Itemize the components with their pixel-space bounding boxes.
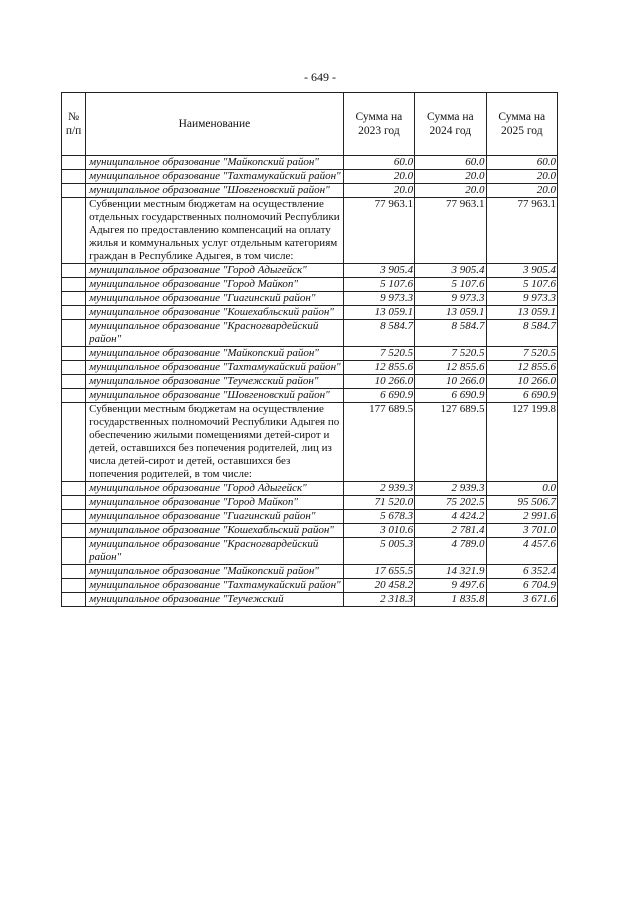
cell-2023: 60.0 [343,156,414,170]
header-2025: Сумма на 2025 год [486,93,557,156]
table-row [62,389,558,403]
cell-2024: 14 321.9 [415,565,486,579]
cell-name: муниципальное образование "Гиагинский район" [86,510,344,524]
cell-2023: 2 318.3 [343,593,414,607]
cell-2024: 13 059.1 [415,306,486,320]
table-row [62,292,558,306]
cell-2025: 13 059.1 [486,306,557,320]
cell-2023: 3 905.4 [343,264,414,278]
table-row [62,198,558,264]
cell-num [62,170,86,184]
table-row [62,184,558,198]
cell-num [62,264,86,278]
cell-2025: 95 506.7 [486,496,557,510]
cell-2024: 20.0 [415,184,486,198]
cell-2025: 8 584.7 [486,320,557,347]
cell-name: муниципальное образование "Город Адыгейск" [86,482,344,496]
cell-2023: 5 005.3 [343,538,414,565]
header-num: № п/п [62,93,86,156]
cell-name: муниципальное образование "Теучежский [86,593,344,607]
cell-num [62,306,86,320]
cell-name: муниципальное образование "Майкопский район" [86,156,344,170]
cell-2024: 12 855.6 [415,361,486,375]
cell-2024: 20.0 [415,170,486,184]
cell-2024: 9 973.3 [415,292,486,306]
cell-2025: 4 457.6 [486,538,557,565]
cell-2025: 5 107.6 [486,278,557,292]
cell-num [62,198,86,264]
cell-name: муниципальное образование "Тахтамукайский район" [86,361,344,375]
cell-name: муниципальное образование "Кошехабльский район" [86,524,344,538]
cell-2023: 71 520.0 [343,496,414,510]
table-row [62,156,558,170]
table-row [62,565,558,579]
cell-2023: 9 973.3 [343,292,414,306]
table-row [62,347,558,361]
table-row [62,306,558,320]
table-row [62,403,558,482]
cell-num [62,579,86,593]
cell-2025: 7 520.5 [486,347,557,361]
cell-2025: 0.0 [486,482,557,496]
cell-2025: 9 973.3 [486,292,557,306]
cell-name: муниципальное образование "Шовгеновский район" [86,184,344,198]
cell-name: муниципальное образование "Красногвардейский район" [86,538,344,565]
cell-2025: 3 905.4 [486,264,557,278]
cell-2025: 77 963.1 [486,198,557,264]
header-name: Наименование [86,93,344,156]
cell-name: муниципальное образование "Тахтамукайский район" [86,170,344,184]
table-row [62,170,558,184]
cell-2024: 3 905.4 [415,264,486,278]
cell-2023: 5 107.6 [343,278,414,292]
cell-num [62,292,86,306]
cell-name: Субвенции местным бюджетам на осуществление отдельных государственных полномочий Республики Адыгея по предоставлению компенсаций на оплату жилья и коммунальных услуг отдельным категориям граждан в Республике Адыгея, в том числе: [86,198,344,264]
cell-num [62,496,86,510]
cell-num [62,320,86,347]
cell-2023: 17 655.5 [343,565,414,579]
cell-name: муниципальное образование "Теучежский район" [86,375,344,389]
cell-2023: 20.0 [343,184,414,198]
table-body [62,156,558,607]
page-number: - 649 - [304,70,336,84]
cell-name: Субвенции местным бюджетам на осуществление государственных полномочий Республики Адыгея по обеспечению жилыми помещениями детей-сирот и детей, оставшихся без попечения родителей, лиц из числа детей-сирот и детей, оставшихся без попечения родителей, в том числе: [86,403,344,482]
cell-num [62,375,86,389]
cell-name: муниципальное образование "Город Адыгейск" [86,264,344,278]
cell-2025: 3 701.0 [486,524,557,538]
cell-2023: 6 690.9 [343,389,414,403]
cell-2023: 8 584.7 [343,320,414,347]
cell-2025: 10 266.0 [486,375,557,389]
cell-num [62,524,86,538]
cell-2023: 5 678.3 [343,510,414,524]
cell-num [62,593,86,607]
cell-name: муниципальное образование "Тахтамукайский район" [86,579,344,593]
cell-2025: 20.0 [486,184,557,198]
cell-2025: 6 690.9 [486,389,557,403]
cell-num [62,156,86,170]
cell-num [62,278,86,292]
table-row [62,278,558,292]
cell-name: муниципальное образование "Шовгеновский район" [86,389,344,403]
cell-2023: 3 010.6 [343,524,414,538]
cell-num [62,184,86,198]
table-row [62,538,558,565]
cell-2024: 9 497.6 [415,579,486,593]
table-row [62,593,558,607]
cell-2024: 5 107.6 [415,278,486,292]
cell-2024: 60.0 [415,156,486,170]
cell-2025: 6 352.4 [486,565,557,579]
cell-2024: 77 963.1 [415,198,486,264]
cell-2024: 127 689.5 [415,403,486,482]
table-row [62,496,558,510]
cell-name: муниципальное образование "Красногвардейский район" [86,320,344,347]
table-row [62,524,558,538]
cell-2024: 75 202.5 [415,496,486,510]
header-2023: Сумма на 2023 год [343,93,414,156]
cell-2025: 12 855.6 [486,361,557,375]
cell-2025: 6 704.9 [486,579,557,593]
cell-name: муниципальное образование "Город Майкоп" [86,496,344,510]
cell-num [62,361,86,375]
table-row [62,375,558,389]
cell-2023: 12 855.6 [343,361,414,375]
budget-table [61,92,558,607]
cell-2024: 2 939.3 [415,482,486,496]
cell-2025: 20.0 [486,170,557,184]
cell-name: муниципальное образование "Майкопский район" [86,347,344,361]
cell-num [62,538,86,565]
cell-2023: 20.0 [343,170,414,184]
cell-2024: 8 584.7 [415,320,486,347]
table-row [62,579,558,593]
cell-num [62,389,86,403]
cell-name: муниципальное образование "Майкопский район" [86,565,344,579]
cell-name: муниципальное образование "Кошехабльский район" [86,306,344,320]
cell-2023: 10 266.0 [343,375,414,389]
table-row [62,320,558,347]
cell-2023: 77 963.1 [343,198,414,264]
cell-2025: 60.0 [486,156,557,170]
cell-name: муниципальное образование "Город Майкоп" [86,278,344,292]
cell-2025: 127 199.8 [486,403,557,482]
cell-num [62,482,86,496]
cell-2023: 7 520.5 [343,347,414,361]
cell-2024: 6 690.9 [415,389,486,403]
cell-num [62,565,86,579]
cell-2024: 7 520.5 [415,347,486,361]
table-header-row [62,93,558,156]
cell-num [62,347,86,361]
cell-2024: 4 424.2 [415,510,486,524]
cell-name: муниципальное образование "Гиагинский район" [86,292,344,306]
table-row [62,510,558,524]
cell-2024: 1 835.8 [415,593,486,607]
cell-2024: 4 789.0 [415,538,486,565]
cell-2024: 2 781.4 [415,524,486,538]
cell-2023: 13 059.1 [343,306,414,320]
cell-num [62,403,86,482]
table-row [62,482,558,496]
cell-2023: 2 939.3 [343,482,414,496]
cell-2025: 3 671.6 [486,593,557,607]
cell-2025: 2 991.6 [486,510,557,524]
cell-2023: 20 458.2 [343,579,414,593]
cell-num [62,510,86,524]
cell-2024: 10 266.0 [415,375,486,389]
header-2024: Сумма на 2024 год [415,93,486,156]
table-row [62,264,558,278]
cell-2023: 177 689.5 [343,403,414,482]
table-row [62,361,558,375]
